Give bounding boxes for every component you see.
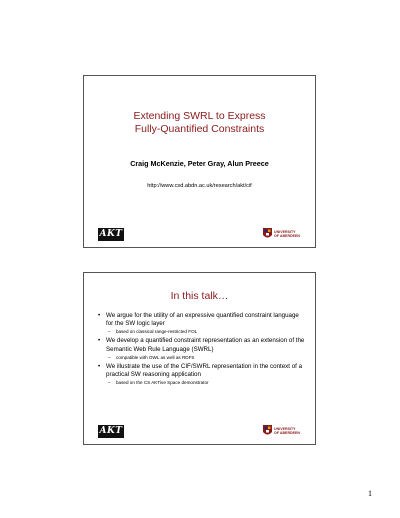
sub-bullet-item: – based on classical range-restricted FOL bbox=[98, 328, 305, 335]
slide-1-title-line-2: Fully-Quantified Constraints bbox=[134, 123, 265, 135]
university-name-line-2: OF ABERDEEN bbox=[274, 431, 301, 435]
akt-logo: AKT bbox=[99, 426, 123, 436]
slide-1 bbox=[83, 75, 316, 248]
sub-bullet-item: – compatible with OWL as well as RDFS bbox=[98, 354, 305, 361]
bullet-item: • We argue for the utility of an expressive quantified constraint language for the SW logic layer bbox=[98, 312, 305, 328]
crest-icon bbox=[263, 228, 272, 240]
university-logo bbox=[263, 424, 307, 438]
university-name-line-1: UNIVERSITY bbox=[274, 230, 296, 234]
bullet-item: • We illustrate the use of the CIF/SWRL representation in the context of a practical SW reasoning application bbox=[98, 363, 305, 379]
authors: Craig McKenzie, Peter Gray, Alun Preece bbox=[130, 159, 269, 168]
akt-logo: AKT bbox=[99, 229, 123, 239]
bullet-list bbox=[98, 310, 305, 386]
sub-bullet-item: – based on the CS AKTive Space demonstrator bbox=[98, 379, 305, 386]
slide-2 bbox=[83, 272, 316, 445]
university-logo bbox=[263, 227, 307, 241]
university-name bbox=[274, 427, 300, 435]
project-url: http://www.csd.abdn.ac.uk/research/akt/cif bbox=[147, 183, 252, 189]
slide-1-title-line-1: Extending SWRL to Express bbox=[133, 110, 266, 122]
university-name-line-2: OF ABERDEEN bbox=[274, 234, 301, 238]
slide-2-title: In this talk… bbox=[170, 290, 229, 302]
bullet-item: • We develop a quantified constraint representation as an extension of the Semantic Web Rule Language (SWRL) bbox=[98, 337, 305, 353]
university-name-line-1: UNIVERSITY bbox=[274, 427, 296, 431]
slide-1-title bbox=[84, 110, 315, 136]
university-name bbox=[274, 230, 300, 238]
crest-icon bbox=[263, 425, 272, 437]
page-number: 1 bbox=[368, 489, 372, 498]
